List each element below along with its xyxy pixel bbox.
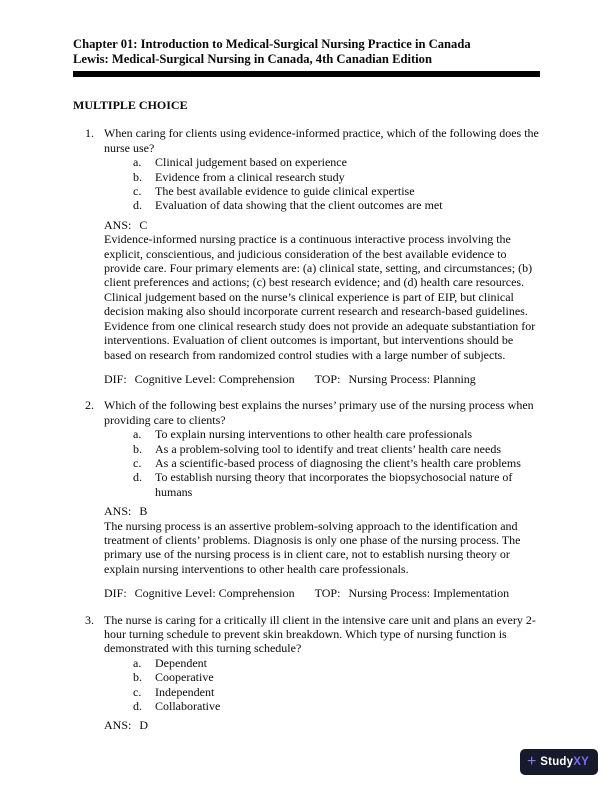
option-text: Evidence from a clinical research study: [155, 169, 345, 184]
option-b: [104, 170, 540, 184]
option-letter: b.: [133, 441, 142, 456]
option-letter: d.: [133, 470, 142, 485]
option-text: Clinical judgement based on experience: [155, 155, 347, 170]
option-a: [104, 427, 540, 441]
rationale: Evidence-informed nursing practice is a continuous interactive process involving the explicit, conscientious, and judicious consideration of the best available evidence to provide care. Four primary elements are: (a) clinical state, setting, and circumstances; (b) client preferences and actions; (c) best research evidence; and (d) health care resources. Clinical judgement based on the nurse’s clinical experience is part of EIP, but clinical decision making also should incorporate current research and research-based guidelines. Evidence from one clinical research study does not provide an adequate substantiation for interventions. Evaluation of client outcomes is important, but interventions should be based on research from randomized control studies with a large number of subjects.: [104, 232, 536, 362]
option-letter: d.: [133, 198, 142, 213]
option-letter: c.: [133, 684, 142, 699]
option-text: Cooperative: [155, 670, 214, 685]
option-letter: b.: [133, 169, 142, 184]
question-2: [73, 398, 540, 600]
option-b: [104, 670, 540, 684]
meta-line: [104, 586, 540, 600]
option-c: [104, 456, 540, 470]
option-d: [104, 699, 540, 713]
studyxy-badge[interactable]: [520, 749, 598, 775]
option-letter: c.: [133, 184, 142, 199]
top-label: TOP:: [314, 371, 341, 386]
question-1: [73, 126, 540, 386]
option-text: Evaluation of data showing that the client outcomes are met: [155, 198, 443, 213]
option-text: As a scientific-based process of diagnosing the client’s health care problems: [155, 455, 521, 470]
dif-label: DIF:: [104, 371, 127, 386]
top-value: Nursing Process: Implementation: [348, 586, 510, 601]
question-number: 3.: [85, 612, 94, 627]
option-c: [104, 184, 540, 198]
dif-value: Cognitive Level: Comprehension: [134, 371, 295, 386]
top-value: Nursing Process: Planning: [348, 371, 476, 386]
answer-label: ANS:: [104, 504, 132, 519]
top-label: TOP:: [314, 586, 341, 601]
answer-label: ANS:: [104, 217, 132, 232]
plus-icon: +: [526, 753, 537, 770]
option-text: To explain nursing interventions to other health care professionals: [155, 427, 473, 442]
option-text: Dependent: [155, 655, 207, 670]
book-title: Lewis: Medical-Surgical Nursing in Canada, 4th Canadian Edition: [73, 52, 432, 66]
answer-value: B: [139, 504, 148, 519]
option-text: The best available evidence to guide clinical expertise: [155, 184, 415, 199]
answer-line: [104, 718, 540, 732]
chapter-title: Chapter 01: Introduction to Medical-Surgical Nursing Practice in Canada: [73, 37, 471, 51]
dif-label: DIF:: [104, 586, 127, 601]
option-c: [104, 685, 540, 699]
option-text: As a problem-solving tool to identify and treat clients’ health care needs: [155, 441, 502, 456]
option-a: [104, 656, 540, 670]
answer-value: C: [139, 217, 148, 232]
answer-label: ANS:: [104, 718, 132, 733]
page-header: [73, 37, 540, 77]
option-letter: d.: [133, 699, 142, 714]
section-title: MULTIPLE CHOICE: [73, 98, 188, 112]
option-letter: b.: [133, 670, 142, 685]
document-body: [73, 98, 540, 733]
question-number: 2.: [85, 398, 94, 413]
question-stem: The nurse is caring for a critically ill client in the intensive care unit and plans an every 2-hour turning schedule to prevent skin breakdown. Which type of nursing function is demonstrated with this turning schedule?: [104, 612, 536, 656]
question-stem: Which of the following best explains the nurses’ primary use of the nursing process when providing care to clients?: [104, 398, 534, 427]
option-d: [104, 198, 540, 212]
brand-name-accent: XY: [573, 755, 589, 768]
brand-name-primary: Study: [540, 755, 574, 768]
question-number: 1.: [85, 126, 94, 141]
option-a: [104, 155, 540, 169]
answer-line: [104, 504, 540, 518]
dif-value: Cognitive Level: Comprehension: [134, 586, 295, 601]
answer-value: D: [139, 718, 149, 733]
header-divider: [73, 71, 540, 77]
rationale: The nursing process is an assertive problem-solving approach to the identification and treatment of clients’ problems. Diagnosis is only one phase of the nursing process. The primary use of the nursing process is in client care, not to establish nursing theory or explain nursing interventions to other health care professionals.: [104, 518, 521, 576]
option-letter: a.: [133, 427, 142, 442]
option-text: Independent: [155, 684, 215, 699]
option-text: Collaborative: [155, 699, 221, 714]
meta-line: [104, 372, 540, 386]
option-letter: c.: [133, 455, 142, 470]
option-b: [104, 442, 540, 456]
question-3: [73, 613, 540, 733]
option-letter: a.: [133, 155, 142, 170]
option-text: To establish nursing theory that incorporates the biopsychosocial nature of humans: [155, 470, 513, 499]
question-stem: When caring for clients using evidence-informed practice, which of the following does the nurse use?: [104, 126, 539, 155]
answer-line: [104, 218, 540, 232]
option-letter: a.: [133, 655, 142, 670]
option-d: [104, 470, 540, 499]
